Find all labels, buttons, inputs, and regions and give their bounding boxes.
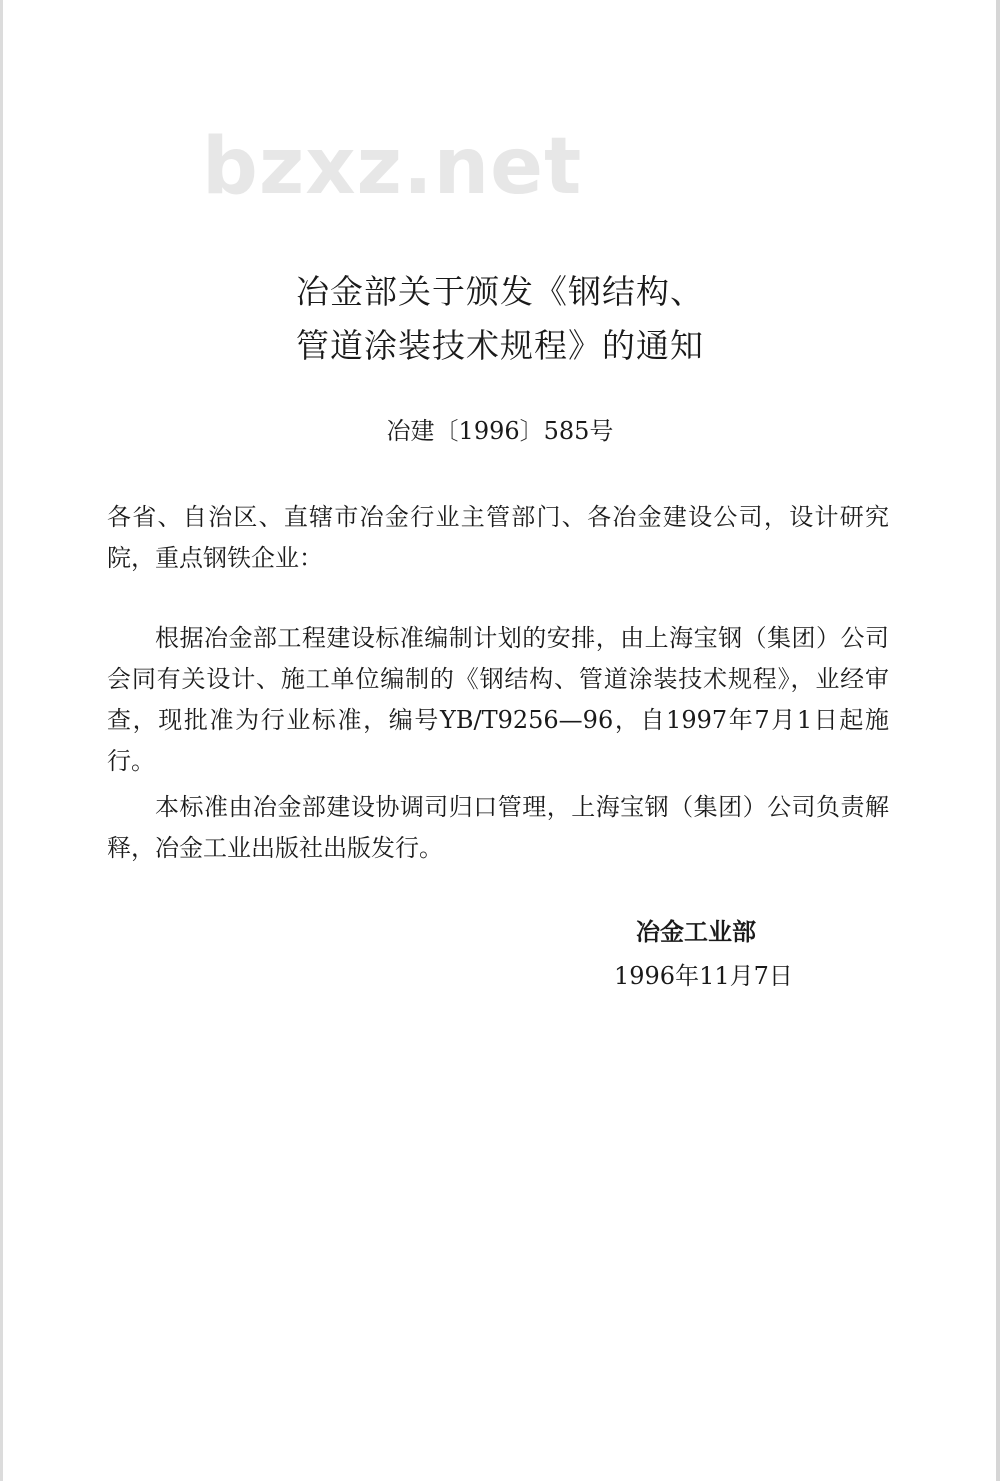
notice-title-line-2: 管道涂装技术规程》的通知 [296,326,704,365]
page-right-edge [996,0,1000,1481]
body-paragraph-1: 根据冶金部工程建设标准编制计划的安排，由上海宝钢（集团）公司会同有关设计、施工单位编制的《钢结构、管道涂装技术规程》，业经审查，现批准为行业标准，编号YB/T9256—96，自1997年7月1日起施行。 [107,624,889,775]
body-paragraph-2: 本标准由冶金部建设协调司归口管理，上海宝钢（集团）公司负责解释，冶金工业出版社出版发行。 [107,793,889,862]
document-number: 冶建〔1996〕585号 [386,417,614,445]
addressee: 各省、自治区、直辖市冶金行业主管部门、各冶金建设公司，设计研究院，重点钢铁企业： [107,503,889,572]
issue-date: 1996年11月7日 [614,962,793,990]
notice-title-line-1: 冶金部关于颁发《钢结构、 [296,272,704,311]
page-left-edge [0,0,3,1481]
watermark: bzxz.net [202,122,583,212]
issuer-signature: 冶金工业部 [636,917,756,946]
